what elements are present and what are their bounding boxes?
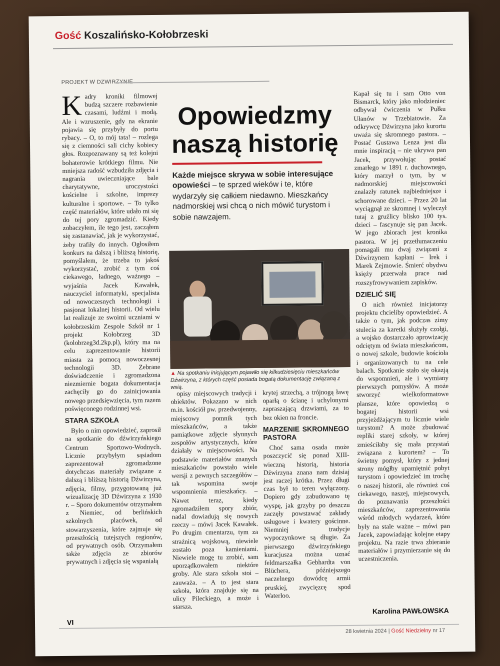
article-photo bbox=[169, 249, 350, 369]
header-magazine: Gość bbox=[54, 29, 82, 43]
col4-heading: DZIELIĆ SIĘ bbox=[355, 291, 397, 299]
newspaper-page bbox=[29, 12, 476, 657]
page-number: VI bbox=[66, 619, 74, 627]
header-edition: Koszalińsko-Kołobrzeski bbox=[83, 28, 209, 42]
author-byline: Karolina PAWŁOWSKA bbox=[372, 607, 449, 616]
column-1 bbox=[61, 90, 163, 568]
footer-date: 28 kwietnia 2024 bbox=[345, 628, 387, 636]
col1-heading: STARA SZKOŁA bbox=[64, 417, 120, 425]
col3-heading: MARZENIE SKROMNEGO PASTORA bbox=[262, 425, 350, 442]
lead-bold: Każde miejsce skrywa w sobie interesujące opowieści bbox=[172, 169, 334, 191]
caption-text: Na spotkaniu inicjującym pojawiło się kilkudziesięciu mieszkańców Dźwirzyna, z których część posiada bogatą dokumentację związaną z wsią. bbox=[170, 369, 341, 391]
title-rule bbox=[172, 161, 322, 165]
footer-magazine: Gość Niedzielny bbox=[391, 628, 432, 635]
column-3 bbox=[263, 389, 351, 601]
caption-marker-icon: ▲ bbox=[170, 370, 176, 377]
drop-cap: K bbox=[61, 90, 83, 122]
col4-paragraph-2: O nich również inicjatorzy projektu chcieliby opowiedzieć. A także o tym, jak podczas zimy stulecia za karetki służyły czołgi, a wojsko dostarczało aprowizację odciętym od świata mieszkańcom, o nowej szkole, budowie kościoła i organizowanych tu na cele balach. Spotkanie stało się okazją do wspomnień, ale i wymiany pierwszych pomysłów. A może stworzyć wielkoformatowe plansze, które opowiedzą o bogatej historii wsi przyjeżdżającym tu licznie wiele turystom? A może zbudować repliki starej szkoły, w której zmieściłaby się mała przystań związana z kurortem? – To świetny pomysł, który z jednej strony mógłby upamiętnić pobyt turystom i opowiedzieć im trochę o naszej historii, ale również coś ciekawego, naszej, miejscowych, do poznawania przeszłości mieszkańców, zaprezentowania wśród młodych wydarzeń, które były na stale ważne – mówi pan Jacek, zapowiadając kolejne etapy projektu. Na razie trwa zbieranie materiałów i przymierzanie się do uczestniczenia. bbox=[355, 301, 451, 564]
footer-issue: nr 17 bbox=[432, 627, 446, 635]
col3-paragraph-1: krytej strzechą, a trójnogą ławę oparłą o ścianę i uchylonymi zapraszającą drzwiami, za to bez okien na froncie. bbox=[262, 388, 349, 422]
lead-text: – te sprzed wieków i te, które wydarzyły się całkiem niedawno. Mieszkańcy nadmorskiej wsi chcą o nich mówić turystom i sobie nawzajem. bbox=[172, 179, 330, 222]
projection-screen bbox=[261, 261, 323, 306]
section-rule bbox=[114, 81, 269, 84]
article-lead bbox=[172, 169, 345, 223]
column-4 bbox=[353, 90, 450, 565]
col4-paragraph-1: Kapał się tu i sam Otto von Bismarck, który jako młodzieniec odbywał ćwiczenia w Pułku Ułanów w Trzebiatowie. Za odkrywcę Dźwirzyna jako kurortu uważa się skromnego pastora. – Postać Gustawa Lenza jest dla mnie inspiracją – nie ukrywa pan Jacek, przywołując postać zmarłego w 1891 r. duchownego, który marzył o tym, by w nadmorskiej miejscowości znalazły ratunek najbiedniejsze i schorowane dzieci. – Przez 20 lat wyciągnął ze skromnej i wyleczył tutaj z gruźlicy blisko 100 tys. dzieci – fascynuje się pan Jacek. W jego zbiorach jest kronika pastora. W jej przetłumaczeniu pomagali mu dwaj związani z Dźwirzynem kapłani – Irek i Marek Zejmowie. Śmierć obydwu księży przerwała prace nad rozszyfrowywaniem zapisków. bbox=[353, 89, 448, 287]
section-label: PROJEKT W DZWIRZYNIE bbox=[61, 79, 134, 86]
col1-paragraph-2: Było o nim opowiedzieć, zaprosił na spotkanie do dźwirzyńskiego Centrum Sportowo-Wodnych. Licznie przybyłym sąsiadom zaprezentował zgromadzone dotychczas materiały związane z dalszą i bliższą historią Dźwirzyna, zdjęcia, filmy, przygotowaną już wizualizację 3D Dźwirzyna z 1930 r. – Sporo dokumentów otrzymałem z Niemiec, od berlińskich szkolnych placówek, od stowarzyszenia, które zajmuje się przeszłością tutejszych regionów, od prywatnych osób. Otrzymałem także zdjęcia ze zbiorów prywatnych i zdjęcia się wspaniałą bbox=[65, 427, 163, 567]
header-rule bbox=[53, 44, 453, 49]
col2-paragraph-1: opisy miejscowych tradycji i obiektów. Pokazano w nich m.in. kościół pw. przedwojenny, miejscowy pomnik tych mieszkańców, a także pamiątkowe zdjęcie słynnych zespołów artystycznych, które działały w miejscowości. Na podstawie materiałów znanych mieszkańców powstało wiele wersji z pewnych szczegółów – tak wspomina swoje wspomnienia mieszkańcy. – Nawet teraz, kiedy zgromadziłem spory zbiór, nadal dowiadują się nowych rzeczy – mówi Jacek Kawałek. Po drugim cmentarzu, tym za strażnicą wojskową, niewiele zostało poza kamieniami. Niewiele mogę tu zrobić, sam uporządkowałem niektóre groby. Ale stara szkoła stoi – zauważa. – A to jest stara szkoła, która znajduje się na ulicy Pileckiego, a może i starsza. bbox=[170, 389, 259, 612]
column-2 bbox=[171, 390, 259, 612]
article-title: Opowiedzmy naszą historię bbox=[171, 101, 339, 159]
col3-paragraph-2: Choć sama osada może poszczycić się ponad XIII-wieczną historią, historia Dźwirzyna znana nam dzisiaj jest raczej krótka. Przez długi czas był to teren wyłączony. Dopiero gdy zabudowano tę wyspę, jak grzyby po deszczu zaczęły powstawać zakłady usługowe i kwatery gościnne. Niemniej tradycje wypoczynkowe są długie. Za pierwszego dźwirzyńskiego kuracjusza można uznać feldmarszałka Gebhardta von Blüchera, późniejszego naczelnego dowódcę armii pruskiej, zwycięzcę spod Waterloo. bbox=[263, 444, 351, 600]
col1-paragraph-1: adry kroniki filmowej budzą szczere rozbawienie czasami, ludźmi i modą. Ale i wzruszenie, gdy na ekranie pojawia się przybyły do portu rybacy. – O, to mój tata! – rozlega się z ciemności sali cichy kobiecy głos. Rozpoznawany są też kolejni bohaterowie krótkiego filmu. Nie mniejsza radość wzbudziła zdjęcia i nagrania uwieczniające bale charytatywne, uroczystości kościelne i szkolne, imprezy kulturalne i sportowe. – To tylko część materiałów, które udało mi się do tej pory zgromadzić. Kiedy zobaczyłem, ile tego jest, zacząłem się zastanawiać, jak je wykorzystać, żeby trafiły do innych. Ogłosiłem konkurs na dalszą i bliższą historię, pomyślałem, że trzeba to jakoś wykorzystać, zrobić z tym coś ciekawego, ładnego, ważnego – wyjaśnia Jacek Kawałek, nauczyciel informatyki, specjalista od nowoczesnych technologii i pasjonat lokalnej historii. Od wielu lat realizuje ze swoimi uczniami w kołobrzeskim Zespole Szkół nr 1 projekt Kołobrzeg 3D (kolobrzeg3d.2kp.pl), który ma na celu zaprezentowanie historii miasta za pomocą nowoczesnej technologii 3D. Zebrane doświadczenie i zgromadzona niezmiernie bogata dokumentacja zachęciły go do zainicjowania nowego przedsięwzięcia, tym razem poświęconego rodzinnej wsi. bbox=[61, 92, 161, 413]
page-footer: 28 kwietnia 2024 | Gość Niedzielny nr 17 bbox=[345, 627, 446, 636]
page-header bbox=[55, 28, 209, 42]
